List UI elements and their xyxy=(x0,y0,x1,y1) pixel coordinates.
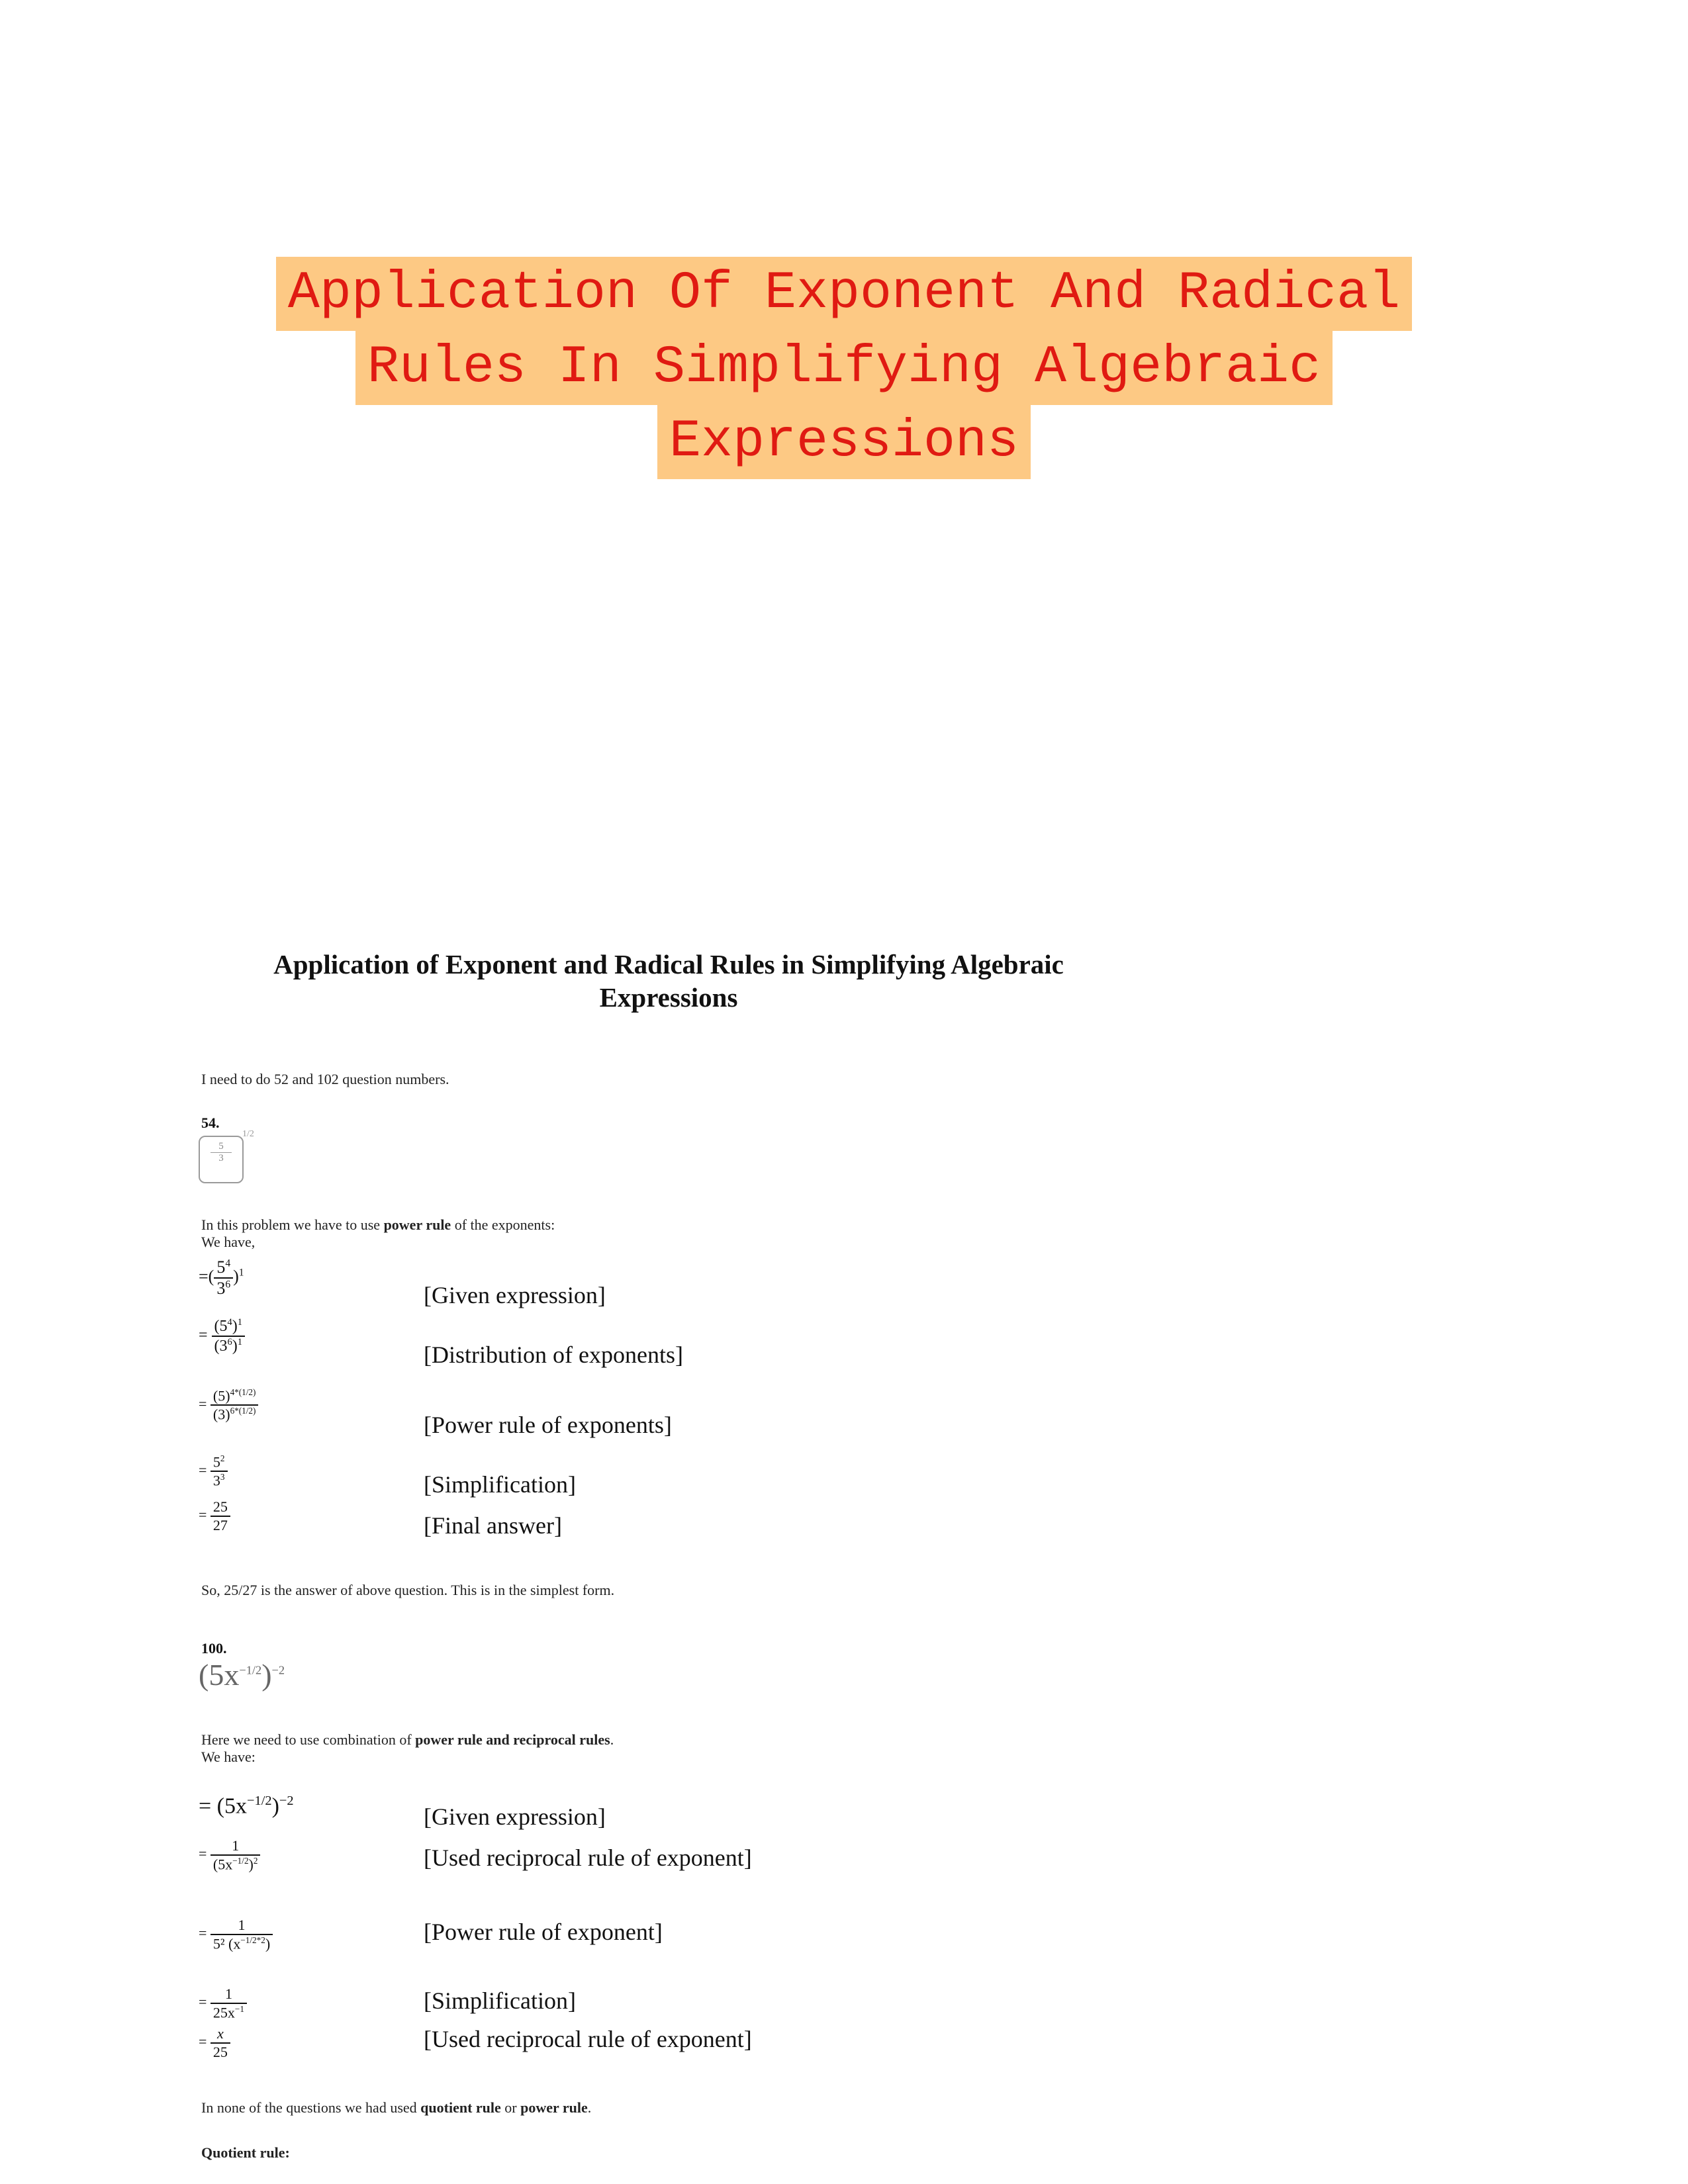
q100-step-2-note: [Used reciprocal rule of exponent] xyxy=(424,1844,752,1871)
q100-we-have: We have: xyxy=(201,1749,256,1765)
q100-step-4-math: = $\frac{1}{25x^{-1}}$ xyxy=(199,1985,247,2021)
footer-end: . xyxy=(587,2099,592,2116)
title-line-1: Application Of Exponent And Radical xyxy=(276,257,1412,331)
q54-lead-tail: of the exponents: xyxy=(451,1216,555,1233)
q54-s3-den-exp: 6*(1/2) xyxy=(230,1406,256,1416)
q54-step-4-note: [Simplification] xyxy=(424,1471,576,1498)
q100-s3-exp: −1/2*2 xyxy=(240,1935,265,1945)
q54-s3-den: (3) xyxy=(212,1406,230,1423)
q54-s5-num: 25 xyxy=(211,1498,230,1517)
q100-step-2-math: = $\frac{1}{(5x^{-1/2})^2}$ xyxy=(199,1837,260,1873)
q54-we-have: We have, xyxy=(201,1234,256,1250)
question-number-100: 100. xyxy=(201,1640,227,1657)
footer-mid: or xyxy=(500,2099,521,2116)
q100-step-5-math: = $\frac{x}{25}$ xyxy=(199,2025,230,2061)
q54-expr-exponent: 1/2 xyxy=(242,1129,254,1139)
footer-plain: In none of the questions we had used xyxy=(201,2099,421,2116)
title-line-2: Rules In Simplifying Algebraic xyxy=(355,331,1333,405)
q100-s3-num: 1 xyxy=(211,1917,273,1935)
q54-s2-base-3: 3 xyxy=(219,1338,228,1355)
quotient-rule-heading: Quotient rule: xyxy=(201,2144,290,2161)
q100-step-4-note: [Simplification] xyxy=(424,1987,576,2014)
q54-s1-base-3: 3 xyxy=(216,1279,226,1298)
title-line-3: Expressions xyxy=(657,405,1031,479)
q54-step-3-note: [Power rule of exponents] xyxy=(424,1412,672,1438)
footer-bold-power: power rule xyxy=(520,2099,588,2116)
q54-expr-num: 5 xyxy=(218,1141,224,1152)
q54-step-2-note: [Distribution of exponents] xyxy=(424,1342,683,1368)
q100-step-5-note: [Used reciprocal rule of exponent] xyxy=(424,2026,752,2052)
q54-s1-exp-4: 4 xyxy=(225,1257,231,1269)
q54-lead-text xyxy=(201,1216,555,1234)
q54-s2-exp-6: 6 xyxy=(227,1337,232,1347)
q54-conclusion: So, 25/27 is the answer of above question. This is in the simplest form. xyxy=(201,1582,615,1598)
q100-lead-bold: power rule and reciprocal rules xyxy=(415,1731,610,1748)
q54-step-1-math: =( $\frac{5^4}{3^6}$ )$^1$ xyxy=(199,1257,244,1298)
intro-text: I need to do 52 and 102 question numbers. xyxy=(201,1071,449,1087)
q54-s3-num: (5) xyxy=(212,1387,230,1404)
page-title xyxy=(0,257,1688,479)
q54-s4-num: 5 xyxy=(212,1453,220,1471)
q54-s4-den-exp: 3 xyxy=(220,1472,225,1482)
q54-step-3-math: = $\frac{(5)^{4*(1/2)}}{(3)^{6*(1/2)}}$ xyxy=(199,1387,258,1424)
q54-s4-num-exp: 2 xyxy=(220,1453,225,1463)
q100-s2-outer-exp: 2 xyxy=(253,1856,258,1866)
q100-lead-tail: . xyxy=(610,1731,614,1748)
document-heading-line-1: Application of Exponent and Radical Rules in Simplifying Algebraic xyxy=(273,949,1064,979)
q54-step-5-math: = $\frac{25}{27}$ xyxy=(199,1498,230,1534)
q54-s2-base-5: 5 xyxy=(219,1318,228,1335)
q100-s4-den: 25x xyxy=(212,2004,235,2021)
question-54-expression xyxy=(199,1136,244,1183)
q100-step-3-note: [Power rule of exponent] xyxy=(424,1919,663,1945)
document-heading-line-2: Expressions xyxy=(599,982,738,1013)
q54-step-2-math: = $\frac{(5^4)^1}{(3^6)^1}$ xyxy=(199,1317,245,1355)
q100-s4-num: 1 xyxy=(211,1985,247,2004)
q100-s2-base: 5x xyxy=(218,1856,233,1873)
q100-s1-outer-exp: −2 xyxy=(279,1794,294,1808)
q54-step-4-math: = $\frac{5^2}{3^3}$ xyxy=(199,1453,228,1490)
q100-lead-text xyxy=(201,1731,614,1749)
q54-lead-plain: In this problem we have to use xyxy=(201,1216,384,1233)
q54-step-5-note: [Final answer] xyxy=(424,1512,562,1539)
q100-step-3-math: = $\frac{1}{5^2 (x^{-1/2*2})}$ xyxy=(199,1917,273,1952)
q100-s3-den: 5² (x xyxy=(212,1935,241,1952)
q54-s1-exp-6: 6 xyxy=(225,1279,231,1291)
q54-expr-den: 3 xyxy=(211,1152,232,1164)
question-number-54: 54. xyxy=(201,1115,220,1131)
q54-s4-den: 3 xyxy=(212,1472,220,1489)
q54-s2-exp-den: 1 xyxy=(237,1337,242,1347)
question-100-expression: $(5x^{-1/2})^{-2}$ xyxy=(199,1658,285,1692)
q100-s1-inner-exp: −1/2 xyxy=(247,1794,272,1808)
q100-expr-base: (5x xyxy=(199,1658,240,1692)
q54-s3-num-exp: 4*(1/2) xyxy=(230,1387,256,1397)
q100-step-1-note: [Given expression] xyxy=(424,1803,606,1830)
q54-s1-outer-exp: 1 xyxy=(238,1267,244,1279)
q100-s2-num: 1 xyxy=(211,1837,261,1856)
footer-text xyxy=(201,2099,591,2116)
q100-expr-inner-exp: −1/2 xyxy=(239,1663,262,1677)
q100-s1-base: 5x xyxy=(224,1794,247,1819)
q100-s5-num: x xyxy=(211,2025,230,2044)
q100-s2-inner-exp: −1/2 xyxy=(232,1856,249,1866)
q54-s2-exp-num: 1 xyxy=(237,1317,242,1328)
q54-step-1-note: [Given expression] xyxy=(424,1282,606,1308)
q100-step-1-math: = $(5x^{-1/2})^{-2}$ xyxy=(199,1794,294,1819)
footer-bold-quotient: quotient rule xyxy=(420,2099,501,2116)
q54-s2-exp-4: 4 xyxy=(227,1317,232,1328)
q100-expr-outer-exp: −2 xyxy=(271,1663,285,1677)
q54-s5-den: 27 xyxy=(212,1517,228,1533)
q100-s5-den: 25 xyxy=(212,2044,228,2060)
q54-s1-base-5: 5 xyxy=(216,1257,226,1277)
document-heading xyxy=(199,948,1139,1014)
q100-lead-plain: Here we need to use combination of xyxy=(201,1731,416,1748)
q54-lead-bold: power rule xyxy=(383,1216,451,1233)
q100-s4-exp: −1 xyxy=(234,2004,244,2014)
